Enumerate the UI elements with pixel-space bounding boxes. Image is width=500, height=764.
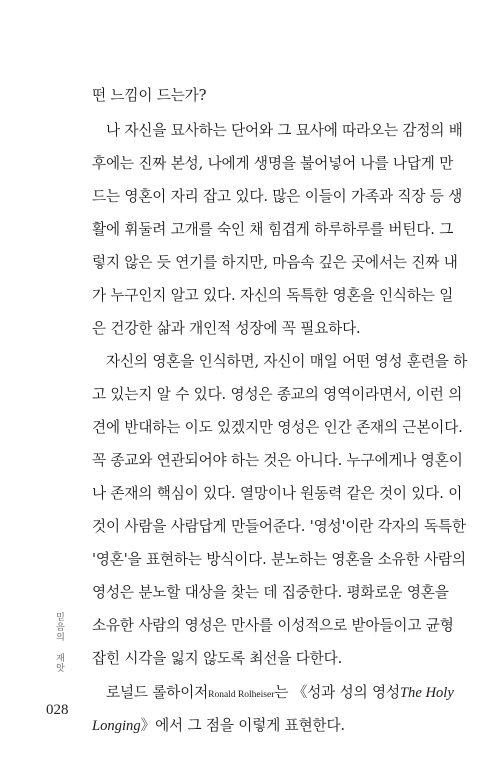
- text-fragment: 》에서 그 점을 이렇게 표현한다.: [140, 717, 345, 734]
- text-line: 은 건강한 삶과 개인적 성장에 꼭 필요하다.: [92, 320, 361, 337]
- text-line: 가 누구인지 알고 있다. 자신의 독특한 영혼을 인식하는 일: [92, 287, 454, 304]
- text-line: 나 존재의 핵심이 있다. 열망이나 원동력 같은 것이 있다. 이: [92, 485, 463, 502]
- text-fragment: 는 《성과 성의 영성: [274, 684, 400, 701]
- text-line: '영혼'을 표현하는 방식이다. 분노하는 영혼을 소유한 사람의: [92, 551, 466, 568]
- text-line: 꼭 종교와 연관되어야 하는 것은 아니다. 누구에게나 영혼이: [92, 452, 463, 469]
- text-line: 자신의 영혼을 인식하면, 자신이 매일 어떤 영성 훈련을 하: [106, 353, 468, 370]
- text-line: [92, 714, 345, 738]
- page-number: 028: [46, 702, 69, 718]
- text-line: 고 있는지 알 수 있다. 영성은 종교의 영역이라면서, 이런 의: [92, 386, 463, 403]
- text-line: 잡힌 시각을 잃지 않도록 최선을 다한다.: [92, 650, 343, 667]
- author-latin: Ronald Rolheiser: [208, 690, 275, 700]
- text-line: 드는 영혼이 자리 잡고 있다. 많은 이들이 가족과 직장 등 생: [92, 188, 463, 205]
- text-line: 영성은 분노할 대상을 찾는 데 집중한다. 평화로운 영혼을: [92, 584, 449, 601]
- text-line: 렇지 않은 듯 연기를 하지만, 마음속 깊은 곳에서는 진짜 내: [92, 254, 458, 271]
- text-line: 후에는 진짜 본성, 나에게 생명을 불어넣어 나를 나답게 만: [92, 155, 454, 172]
- running-title: 믿음의 재앗: [54, 612, 64, 673]
- text-line: 소유한 사람의 영성은 만사를 이성적으로 받아들이고 균형: [92, 617, 454, 634]
- text-line: [106, 681, 454, 705]
- text-line: 견에 반대하는 이도 있겠지만 영성은 인간 존재의 근본이다.: [92, 419, 463, 436]
- author-korean: 로널드 롤하이저: [106, 684, 209, 701]
- text-line: 떤 느낌이 드는가?: [92, 87, 207, 104]
- book-title-latin: Longing: [92, 718, 141, 734]
- text-line: 것이 사람을 사람답게 만들어준다. '영성'이란 각자의 독특한: [92, 518, 466, 535]
- book-title-latin: The Holy: [399, 685, 454, 701]
- text-line: 나 자신을 묘사하는 단어와 그 묘사에 따라오는 감정의 배: [106, 122, 463, 139]
- text-line: 활에 휘둘려 고개를 숙인 채 힘겹게 하루하루를 버틴다. 그: [92, 221, 454, 238]
